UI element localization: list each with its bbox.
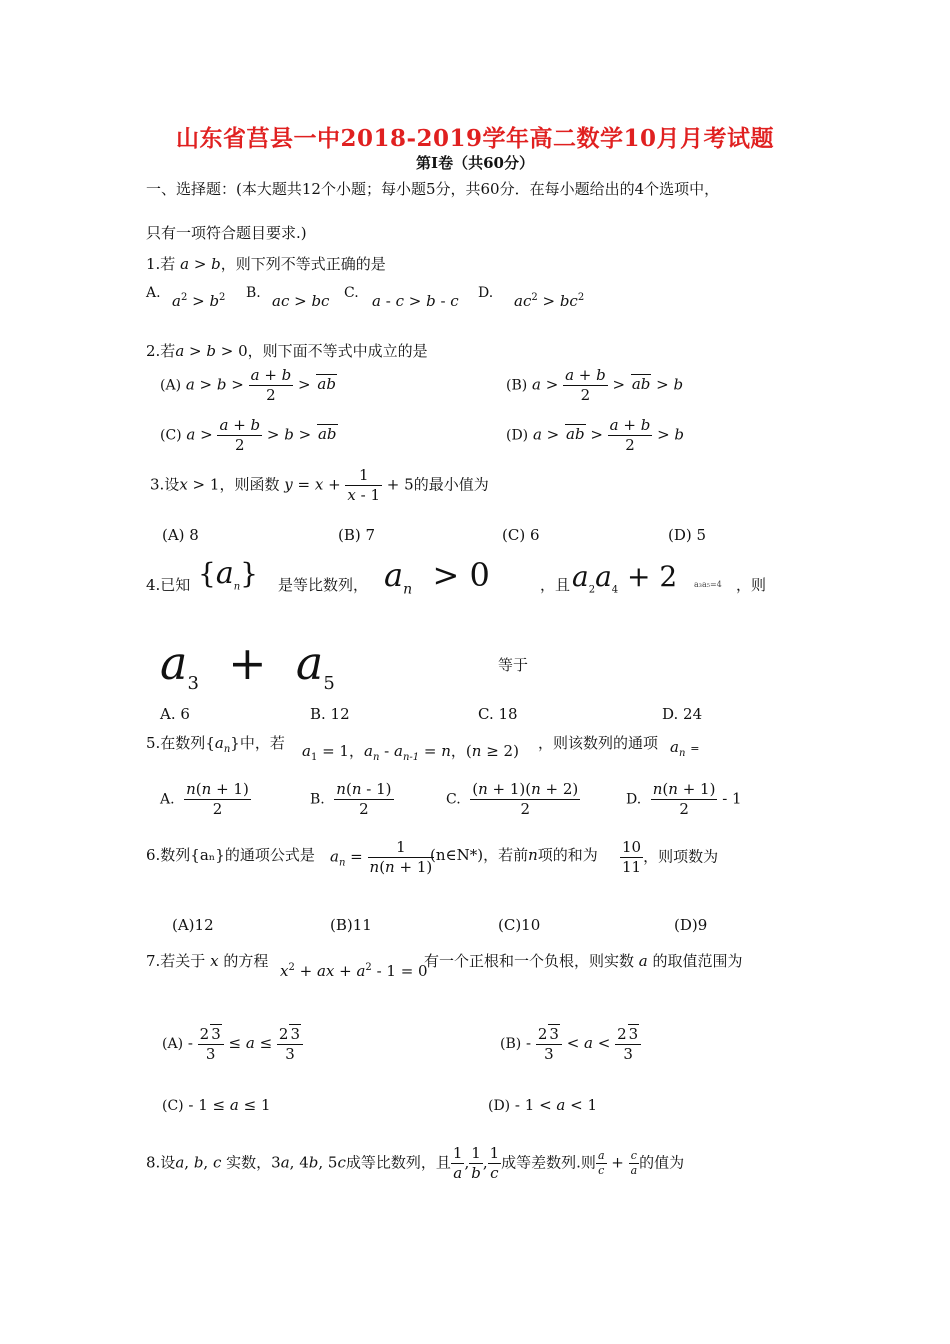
q5-mid2: ，则该数列的通项 [538,734,659,752]
q6-formula: $a_n$ = $\frac{1}{n(n + 1)}$ [330,838,433,876]
q3-option-d: (D) 5 [668,526,707,544]
question-2: 2.若a > b > 0，则下面不等式中成立的是 [146,342,428,360]
q4-mid2: ，且 [540,576,571,594]
question-1: 1.若 a > b，则下列不等式正确的是 [146,255,386,273]
q1-option-b: B. [246,285,261,301]
page-subtitle: 第Ⅰ卷（共60分） [416,154,534,172]
q1-option-b-expr: ac > bc [272,292,330,310]
q4-option-b: B. 12 [310,705,350,723]
q5-option-a: A. $\frac{n(n + 1)}{2}$ [160,780,249,818]
q1-option-c: C. [344,285,359,301]
q2-option-c: (C) a > $\frac{a + b}{2}$ > b > ab [160,416,337,454]
q4-tail: ，则 [736,576,767,594]
q5-option-c: C. $\frac{(n + 1)(n + 2)}{2}$ [446,780,579,818]
q7-mid2: 有一个正根和一个负根，则实数 a 的取值范围为 [424,952,743,970]
q6-option-a: (A)12 [172,916,214,934]
q3-option-a: (A) 8 [162,526,199,544]
section-heading-cont: 只有一项符合题目要求.) [146,224,307,242]
q2-option-d: (D) a > ab > $\frac{a + b}{2}$ > b [506,416,685,454]
section-heading: 一、选择题：(本大题共12个小题；每小题5分，共60分．在每小题给出的4个选项中， [146,180,720,198]
q3-option-c: (C) 6 [502,526,540,544]
q6-option-d: (D)9 [674,916,708,934]
q6-sum: $\frac{10}{11}$ ，则项数为 [622,838,719,876]
q2-option-a: (A) a > b > $\frac{a + b}{2}$ > ab [160,366,336,404]
q4-option-a: A. 6 [160,705,190,723]
q5-option-b: B. $\frac{n(n - 1)}{2}$ [310,780,392,818]
q7-option-b: (B) - $\frac{2 3}{3}$ < a < $\frac{2 3}{3}$ [500,1024,641,1064]
q4-tail2: 等于 [498,656,529,674]
q1-option-a-expr: $a^2 > b^2$ [172,292,226,310]
question-6-stem: 6.数列{aₙ}的通项公式是 [146,846,315,864]
q4-positive-expr: $a_n > 0$ [384,556,490,598]
question-7-stem: 7.若关于 x 的方程 [146,952,269,970]
question-5: 5.在数列$\{a_n\}$中，若 [146,734,285,755]
q3-option-b: (B) 7 [338,526,376,544]
page-title: 山东省莒县一中2018-2019学年高二数学10月月考试题 [175,125,775,152]
q4-option-c: C. 18 [478,705,518,723]
q4-mid1: 是等比数列， [278,576,369,594]
q4-garbled-text: a₃a₅=4 [694,580,722,589]
q4-sum-expr: $a_3 + a_5$ [160,636,335,695]
q4-seq-expr: $\{a_n\}$ [198,556,258,593]
q7-option-a: (A) - $\frac{2 3}{3}$ ≤ a ≤ $\frac{2 3}{3}$ [162,1024,303,1064]
q6-option-b: (B)11 [330,916,372,934]
q1-option-d-expr: $ac^2 > bc^2$ [514,292,585,310]
question-4-stem: 4.已知 [146,576,191,594]
q5-option-d: D. $\frac{n(n + 1)}{2}$ - 1 [626,780,742,818]
q7-option-c: (C) - 1 ≤ a ≤ 1 [162,1096,271,1114]
q1-option-d: D. [478,285,494,301]
q1-option-c-expr: a - c > b - c [372,292,459,310]
q6-mid: (n∈N*)，若前n项的和为 [430,846,598,864]
q1-option-a: A. [146,285,161,301]
q7-equation: $x^2$ + ax + $a^2 - 1 = 0$ [280,962,428,980]
q7-option-d: (D) - 1 < a < 1 [488,1096,598,1114]
q4-product-expr: $a_2a_4 + 2$ [572,560,678,596]
question-3: 3.设x > 1，则函数 y = x + $\frac{1}{x - 1}$ + 5的最小值为 [150,466,489,504]
q5-an-expr: $a_n$ = [670,738,700,759]
q2-option-b: (B) a > $\frac{a + b}{2}$ > ab > b [506,366,684,404]
q4-option-d: D. 24 [662,705,703,723]
q5-condition: $a_1 = 1$，$a_n - a_{n-1} = n$，(n ≥ 2) [302,742,519,763]
q6-option-c: (C)10 [498,916,541,934]
question-8: 8.设a, b, c 实数，3a, 4b, 5c成等比数列，且 $\frac{1}{a}$ , $\frac{1}{b}$ , $\frac{1}{c}$ 成等差数列.则 $\frac{a}{c}$ + $\frac{c}{a}$ 的值为 [146,1144,685,1182]
